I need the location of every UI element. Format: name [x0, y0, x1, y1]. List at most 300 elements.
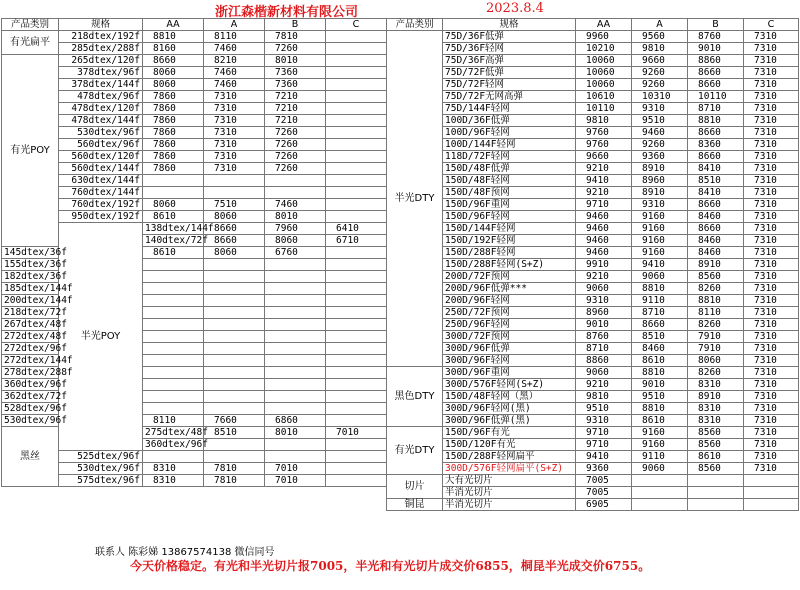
- price-aa-cell: 9460: [576, 247, 632, 259]
- price-b-cell: [265, 343, 326, 355]
- price-b-cell: 8660: [688, 127, 744, 139]
- price-c-cell: [326, 127, 387, 139]
- price-b-cell: 7010: [326, 427, 387, 439]
- price-aa-cell: 10210: [576, 43, 632, 55]
- price-a-cell: 8060: [204, 247, 265, 259]
- price-b-cell: 9010: [688, 43, 744, 55]
- price-c-cell: 7310: [744, 355, 799, 367]
- price-a-cell: [204, 175, 265, 187]
- price-c-cell: 7310: [744, 55, 799, 67]
- price-aa-cell: [143, 403, 204, 415]
- price-c-cell: [326, 463, 387, 475]
- price-aa-cell: [143, 355, 204, 367]
- table-row: [387, 499, 799, 511]
- table-row: [387, 55, 799, 67]
- spec-header: 规格: [443, 19, 576, 31]
- price-aa-cell: 9410: [576, 175, 632, 187]
- price-aa-cell: 9510: [576, 403, 632, 415]
- price-c-cell: 7310: [744, 223, 799, 235]
- price-aa-cell: [143, 379, 204, 391]
- spec-cell: 200D/96F低弹***: [443, 283, 576, 295]
- price-b-cell: 7360: [265, 79, 326, 91]
- price-c-cell: [326, 415, 387, 427]
- right-header-row: [387, 19, 799, 31]
- price-c-cell: [326, 475, 387, 487]
- price-a-cell: [204, 319, 265, 331]
- table-row: [387, 91, 799, 103]
- price-b-cell: 8310: [688, 379, 744, 391]
- price-aa-cell: [143, 343, 204, 355]
- price-c-cell: 7310: [744, 211, 799, 223]
- spec-cell: 75D/72F轻网: [443, 79, 576, 91]
- spec-cell: 140dtex/72f: [143, 235, 204, 247]
- price-c-cell: 7310: [744, 151, 799, 163]
- table-row: [387, 103, 799, 115]
- price-b-cell: [265, 451, 326, 463]
- price-a-cell: 7310: [204, 115, 265, 127]
- table-row: [2, 43, 387, 55]
- price-aa-cell: [143, 319, 204, 331]
- aa-header: AA: [143, 19, 204, 31]
- price-a-cell: [204, 307, 265, 319]
- table-row: [2, 115, 387, 127]
- price-a-cell: 7460: [204, 79, 265, 91]
- spec-cell: 75D/144F轻网: [443, 103, 576, 115]
- price-c-cell: [326, 271, 387, 283]
- price-c-cell: [326, 175, 387, 187]
- table-row: [2, 295, 387, 307]
- table-row: [2, 343, 387, 355]
- spec-cell: 182dtex/36f: [2, 271, 59, 283]
- spec-cell: 378dtex/96f: [59, 67, 143, 79]
- price-a-cell: [632, 499, 688, 511]
- price-a-cell: 8810: [632, 403, 688, 415]
- price-c-cell: [326, 307, 387, 319]
- price-aa-cell: 9310: [576, 415, 632, 427]
- price-c-cell: [326, 451, 387, 463]
- table-row: [2, 127, 387, 139]
- price-a-cell: [204, 379, 265, 391]
- table-row: [387, 463, 799, 475]
- category-header: 产品类别: [387, 19, 443, 31]
- table-row: [2, 319, 387, 331]
- contact-info: 联系人 陈彩娣 13867574138 微信同号: [95, 547, 275, 558]
- price-b-cell: 8260: [688, 319, 744, 331]
- price-b-cell: 7260: [265, 43, 326, 55]
- price-c-cell: [326, 115, 387, 127]
- spec-cell: 75D/36F轻网: [443, 43, 576, 55]
- table-row: [387, 295, 799, 307]
- table-row: [387, 163, 799, 175]
- spec-cell: 478dtex/120f: [59, 103, 143, 115]
- price-a-cell: 7310: [204, 151, 265, 163]
- spec-cell: 300D/96F重网: [443, 367, 576, 379]
- table-row: [2, 187, 387, 199]
- price-a-cell: 7310: [204, 163, 265, 175]
- price-a-cell: 7310: [204, 103, 265, 115]
- price-a-cell: 8810: [632, 367, 688, 379]
- price-aa-cell: [143, 367, 204, 379]
- c-header: C: [326, 19, 387, 31]
- spec-cell: 300D/96F轻网(黑): [443, 403, 576, 415]
- price-b-cell: 7360: [265, 67, 326, 79]
- price-a-cell: 9410: [632, 259, 688, 271]
- price-c-cell: 7310: [744, 343, 799, 355]
- price-a-cell: 9510: [632, 115, 688, 127]
- price-a-cell: 8910: [632, 187, 688, 199]
- price-aa-cell: 9810: [576, 115, 632, 127]
- spec-cell: 575dtex/96f: [59, 475, 143, 487]
- table-row: [2, 79, 387, 91]
- price-c-cell: [326, 103, 387, 115]
- price-b-cell: 6760: [265, 247, 326, 259]
- price-c-cell: 7310: [744, 439, 799, 451]
- spec-cell: 560dtex/120f: [59, 151, 143, 163]
- price-c-cell: [326, 259, 387, 271]
- price-a-cell: [204, 187, 265, 199]
- price-aa-cell: [143, 451, 204, 463]
- price-c-cell: [326, 91, 387, 103]
- price-c-cell: [326, 151, 387, 163]
- table-row: [387, 427, 799, 439]
- price-aa-cell: 9410: [576, 451, 632, 463]
- price-a-cell: 10310: [632, 91, 688, 103]
- spec-cell: 360dtex/96f: [2, 379, 59, 391]
- company-name: 浙江森楷新材料有限公司: [215, 5, 359, 20]
- price-c-cell: 7310: [744, 115, 799, 127]
- spec-cell: 267dtex/48f: [2, 319, 59, 331]
- spec-cell: 150D/48F低弹: [443, 163, 576, 175]
- price-aa-cell: 7860: [143, 163, 204, 175]
- price-aa-cell: [204, 439, 265, 451]
- price-c-cell: 7310: [744, 367, 799, 379]
- price-b-cell: 7260: [265, 163, 326, 175]
- price-a-cell: 9060: [632, 463, 688, 475]
- price-c-cell: 7310: [744, 199, 799, 211]
- spec-cell: 530dtex/96f: [59, 463, 143, 475]
- price-b-cell: 8560: [688, 427, 744, 439]
- price-a-cell: 9310: [632, 103, 688, 115]
- price-aa-cell: 8110: [143, 415, 204, 427]
- table-row: [387, 79, 799, 91]
- price-c-cell: 7310: [744, 31, 799, 43]
- table-row: [387, 415, 799, 427]
- price-b-cell: 7260: [265, 127, 326, 139]
- price-b-cell: 7460: [265, 199, 326, 211]
- price-aa-cell: 9010: [576, 319, 632, 331]
- price-aa-cell: 10610: [576, 91, 632, 103]
- price-aa-cell: [143, 259, 204, 271]
- price-aa-cell: 9360: [576, 463, 632, 475]
- price-b-cell: 8260: [688, 283, 744, 295]
- price-aa-cell: 8760: [576, 331, 632, 343]
- a-header: A: [632, 19, 688, 31]
- category-cell: 黑色DTY: [387, 367, 443, 427]
- price-a-cell: 9810: [632, 43, 688, 55]
- spec-cell: 218dtex/192f: [59, 31, 143, 43]
- price-aa-cell: 9710: [576, 439, 632, 451]
- table-row: [387, 151, 799, 163]
- spec-cell: 950dtex/192f: [59, 211, 143, 223]
- price-c-cell: 7310: [744, 403, 799, 415]
- spec-cell: 275dtex/48f: [143, 427, 204, 439]
- table-row: [2, 31, 387, 43]
- price-aa-cell: 8660: [143, 55, 204, 67]
- price-a-cell: 9510: [632, 391, 688, 403]
- table-row: [2, 391, 387, 403]
- spec-cell: 278dtex/288f: [2, 367, 59, 379]
- price-b-cell: 8060: [688, 355, 744, 367]
- price-a-cell: 7960: [265, 223, 326, 235]
- table-row: [387, 367, 799, 379]
- table-row: [2, 415, 387, 427]
- price-a-cell: [204, 259, 265, 271]
- table-row: [387, 115, 799, 127]
- price-c-cell: [744, 475, 799, 487]
- price-c-cell: [326, 199, 387, 211]
- price-b-cell: 7910: [688, 331, 744, 343]
- table-row: [2, 199, 387, 211]
- table-row: [387, 355, 799, 367]
- price-c-cell: 7310: [744, 319, 799, 331]
- price-a-cell: 7310: [204, 127, 265, 139]
- price-notice: 今天价格稳定。有光和半光切片报7005，半光和有光切片成交价6855，桐昆半光成交价6755。: [130, 559, 651, 573]
- spec-cell: 525dtex/96f: [59, 451, 143, 463]
- price-c-cell: 7310: [744, 271, 799, 283]
- price-c-cell: 7310: [744, 163, 799, 175]
- price-aa-cell: 8510: [204, 427, 265, 439]
- price-c-cell: [326, 319, 387, 331]
- a-header: A: [204, 19, 265, 31]
- spec-cell: 530dtex/96f: [59, 127, 143, 139]
- spec-cell: 630dtex/144f: [59, 175, 143, 187]
- price-b-cell: [688, 475, 744, 487]
- price-aa-cell: 8660: [204, 235, 265, 247]
- table-row: [2, 223, 387, 235]
- table-row: [2, 175, 387, 187]
- spec-cell: 560dtex/96f: [59, 139, 143, 151]
- price-c-cell: 7310: [744, 295, 799, 307]
- price-a-cell: [204, 367, 265, 379]
- price-b-cell: [265, 187, 326, 199]
- price-aa-cell: 9660: [576, 151, 632, 163]
- price-b-cell: 8710: [688, 103, 744, 115]
- price-c-cell: 7310: [744, 331, 799, 343]
- price-b-cell: 6860: [265, 415, 326, 427]
- spec-cell: 75D/72F无网高弹: [443, 91, 576, 103]
- price-c-cell: 7310: [744, 451, 799, 463]
- table-row: [2, 355, 387, 367]
- spec-cell: 半消光切片: [443, 487, 576, 499]
- spec-cell: 150D/288F轻网(S+Z): [443, 259, 576, 271]
- price-b-cell: [265, 175, 326, 187]
- price-a-cell: [204, 391, 265, 403]
- price-aa-cell: [143, 175, 204, 187]
- price-b-cell: 8810: [688, 295, 744, 307]
- spec-cell: 250D/72F预网: [443, 307, 576, 319]
- price-b-cell: 8560: [688, 271, 744, 283]
- price-b-cell: [688, 499, 744, 511]
- spec-cell: 200dtex/144f: [2, 295, 59, 307]
- price-b-cell: 8010: [265, 55, 326, 67]
- price-aa-cell: 8610: [143, 247, 204, 259]
- price-a-cell: 8610: [632, 415, 688, 427]
- price-aa-cell: [143, 391, 204, 403]
- price-aa-cell: 9210: [576, 187, 632, 199]
- spec-cell: 150D/48F预网: [443, 187, 576, 199]
- price-aa-cell: 10060: [576, 67, 632, 79]
- spec-cell: 360dtex/96f: [143, 439, 204, 451]
- price-c-cell: [326, 163, 387, 175]
- price-b-cell: 8810: [688, 115, 744, 127]
- price-b-cell: [265, 271, 326, 283]
- table-row: [387, 139, 799, 151]
- table-row: [387, 391, 799, 403]
- price-aa-cell: 7860: [143, 103, 204, 115]
- price-c-cell: 7310: [744, 259, 799, 271]
- spec-cell: 75D/36F低弹: [443, 31, 576, 43]
- table-row: [387, 175, 799, 187]
- price-b-cell: 8310: [688, 415, 744, 427]
- price-a-cell: 9110: [632, 451, 688, 463]
- price-aa-cell: 8610: [143, 211, 204, 223]
- price-c-cell: [326, 295, 387, 307]
- spec-cell: 150D/120F有光: [443, 439, 576, 451]
- spec-cell: 100D/144F轻网: [443, 139, 576, 151]
- table-row: [387, 343, 799, 355]
- table-row: [2, 403, 387, 415]
- price-c-cell: 7310: [744, 247, 799, 259]
- price-b-cell: 8910: [688, 391, 744, 403]
- price-c-cell: [326, 379, 387, 391]
- spec-cell: 150D/288F轻网扁平: [443, 451, 576, 463]
- price-b-cell: 7910: [688, 343, 744, 355]
- table-row: [2, 451, 387, 463]
- price-c-cell: 7310: [744, 79, 799, 91]
- price-aa-cell: 9460: [576, 235, 632, 247]
- price-b-cell: 7210: [265, 103, 326, 115]
- price-a-cell: 9110: [632, 295, 688, 307]
- price-a-cell: 8060: [265, 235, 326, 247]
- table-row: [387, 379, 799, 391]
- category-cell: 黑丝: [2, 427, 59, 487]
- price-b-cell: 8660: [688, 151, 744, 163]
- price-a-cell: [204, 271, 265, 283]
- table-row: [387, 451, 799, 463]
- table-row: [387, 43, 799, 55]
- price-aa-cell: 7860: [143, 127, 204, 139]
- table-row: [387, 439, 799, 451]
- price-b-cell: 7210: [265, 115, 326, 127]
- price-b-cell: 8660: [688, 199, 744, 211]
- price-b-cell: 8760: [688, 31, 744, 43]
- price-c-cell: 7310: [744, 463, 799, 475]
- price-aa-cell: 8060: [143, 67, 204, 79]
- price-b-cell: 8510: [688, 175, 744, 187]
- price-c-cell: 7310: [744, 283, 799, 295]
- spec-cell: 300D/576F轻网扁平(S+Z): [443, 463, 576, 475]
- price-c-cell: 7310: [744, 43, 799, 55]
- table-row: [2, 55, 387, 67]
- price-b-cell: 8460: [688, 235, 744, 247]
- price-b-cell: 8660: [688, 79, 744, 91]
- table-row: [387, 307, 799, 319]
- table-row: [387, 283, 799, 295]
- price-b-cell: 8560: [688, 463, 744, 475]
- price-b-cell: [265, 355, 326, 367]
- price-a-cell: 9660: [632, 55, 688, 67]
- table-row: [387, 403, 799, 415]
- table-row: [387, 271, 799, 283]
- price-b-cell: [265, 295, 326, 307]
- price-aa-cell: 7860: [143, 91, 204, 103]
- price-aa-cell: 9760: [576, 127, 632, 139]
- table-row: [2, 283, 387, 295]
- table-row: [2, 367, 387, 379]
- price-aa-cell: 7005: [576, 475, 632, 487]
- price-b-cell: 8460: [688, 247, 744, 259]
- table-row: [387, 319, 799, 331]
- price-a-cell: 8610: [632, 355, 688, 367]
- price-b-cell: 7810: [265, 31, 326, 43]
- table-row: [2, 259, 387, 271]
- price-aa-cell: 7860: [143, 115, 204, 127]
- spec-cell: 378dtex/144f: [59, 79, 143, 91]
- table-row: [387, 211, 799, 223]
- price-aa-cell: 8310: [143, 475, 204, 487]
- price-a-cell: 9160: [632, 223, 688, 235]
- price-a-cell: [632, 487, 688, 499]
- price-c-cell: [326, 211, 387, 223]
- price-a-cell: [204, 283, 265, 295]
- table-row: [387, 223, 799, 235]
- spec-cell: 大有光切片: [443, 475, 576, 487]
- spec-cell: 138dtex/144f: [143, 223, 204, 235]
- price-aa-cell: 9710: [576, 427, 632, 439]
- price-b-cell: 7210: [265, 91, 326, 103]
- price-c-cell: [326, 139, 387, 151]
- price-c-cell: 7310: [744, 307, 799, 319]
- price-a-cell: 9260: [632, 67, 688, 79]
- table-row: [2, 91, 387, 103]
- spec-cell: 150D/96F轻网: [443, 211, 576, 223]
- price-c-cell: 7310: [744, 67, 799, 79]
- price-c-cell: 7310: [744, 379, 799, 391]
- price-c-cell: [326, 283, 387, 295]
- price-c-cell: 7310: [744, 391, 799, 403]
- price-a-cell: 7460: [204, 43, 265, 55]
- table-row: [2, 103, 387, 115]
- table-row: [387, 259, 799, 271]
- price-b-cell: [326, 439, 387, 451]
- price-date: 2023.8.4: [486, 1, 544, 16]
- price-a-cell: 8110: [204, 31, 265, 43]
- price-a-cell: 7510: [204, 199, 265, 211]
- price-a-cell: 9460: [632, 127, 688, 139]
- c-header: C: [744, 19, 799, 31]
- price-a-cell: 9260: [632, 79, 688, 91]
- price-c-cell: [326, 247, 387, 259]
- table-row: [2, 271, 387, 283]
- price-b-cell: 6710: [326, 235, 387, 247]
- price-aa-cell: 9210: [576, 379, 632, 391]
- price-c-cell: 7310: [744, 187, 799, 199]
- spec-cell: 150D/96F重网: [443, 199, 576, 211]
- price-a-cell: 8660: [632, 319, 688, 331]
- price-a-cell: 9160: [632, 427, 688, 439]
- price-aa-cell: 10060: [576, 79, 632, 91]
- price-c-cell: [326, 31, 387, 43]
